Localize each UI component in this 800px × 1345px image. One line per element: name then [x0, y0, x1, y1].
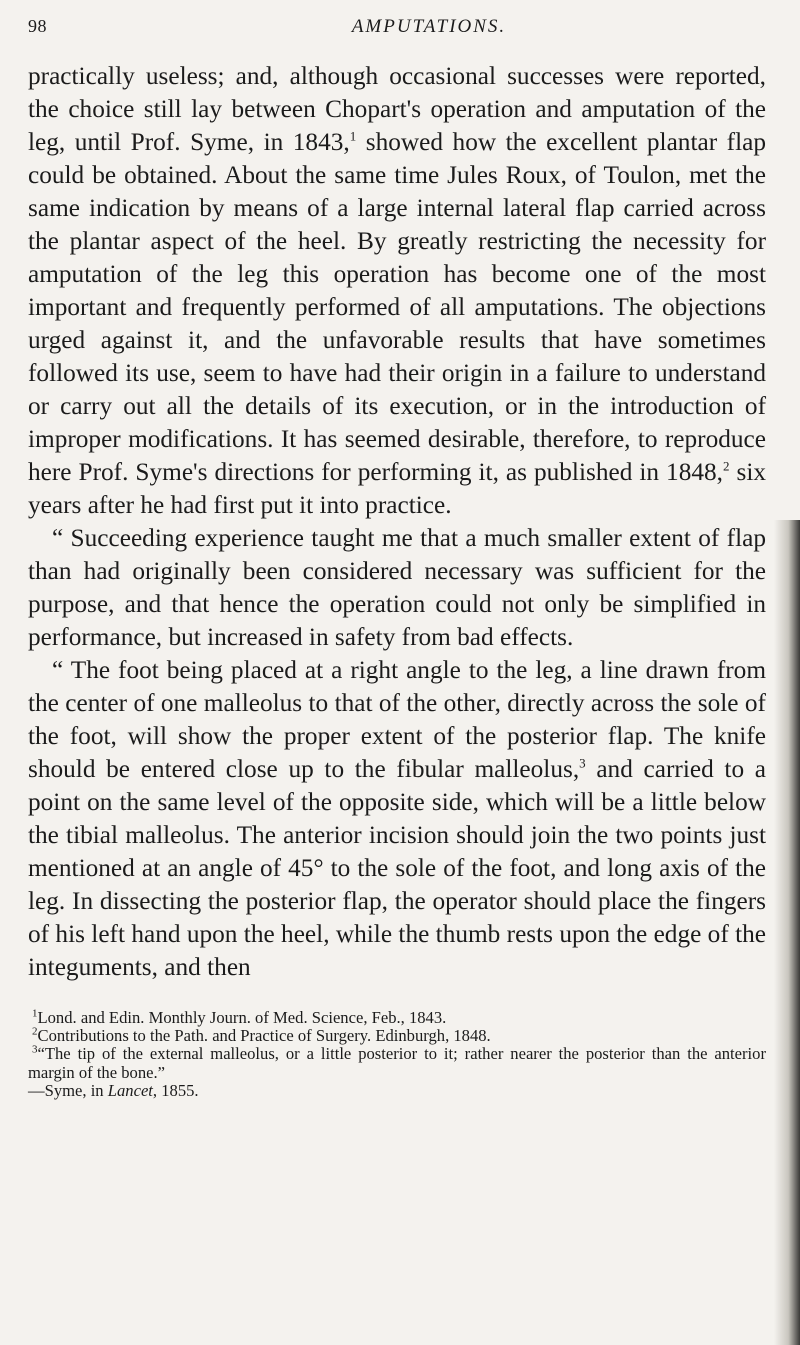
paragraph [28, 60, 766, 522]
paragraph-text: “ The foot being placed at a right angle to the leg, a line drawn from the center of one malleolus to that of the other, directly across the sole of the foot, will show the proper extent of the posterior flap. The knife should be entered close up to the fibular malleolus, [28, 656, 766, 783]
footnote-journal-title: Lancet [107, 1080, 153, 1100]
footnote-number: 1 [32, 1007, 38, 1020]
footnote-number: 3 [32, 1043, 38, 1056]
paragraph-text: showed how the excellent plantar flap could be obtained. About the same time Jules Roux, of Toulon, met the same indication by means of a large internal lateral flap carried across the plantar aspect of the heel. By greatly restricting the necessity for amputation of the leg this operation has become one of the most important and frequently performed of all amputations. The objections urged against it, and the unfavorable results that have sometimes followed its use, seem to have had their origin in a failure to understand or carry out all the details of its execution, or in the introduction of improper modifications. It has seemed desirable, therefore, to reproduce here Prof. Syme's directions for performing it, as published in 1848, [28, 128, 766, 486]
footnote-text: Contributions to the Path. and Practice of Surgery. Edinburgh, 1848. [37, 1026, 491, 1046]
paragraph-text: six years after he had first put it into practice. [28, 458, 766, 519]
footnote-text: , 1855. [152, 1080, 199, 1100]
paragraph-text: and carried to a point on the same level of the opposite side, which will be a little below the tibial malleolus. The anterior incision should join the two points just mentioned at an angle of 45° to the sole of the foot, and long axis of the leg. In dissecting the posterior flap, the operator should place the fingers of his left hand upon the heel, while the thumb rests upon the edge of the integuments, and then [28, 755, 766, 981]
paragraph-text: “ Succeeding experience taught me that a much smaller extent of flap than had originally been considered necessary was sufficient for the purpose, and that hence the operation could not only be simplified in performance, but increased in safety from bad effects. [28, 524, 766, 651]
page-number: 98 [28, 16, 47, 36]
footnote-text: Lond. and Edin. Monthly Journ. of Med. Science, Feb., 1843. [37, 1008, 447, 1027]
footnote-text: “The tip of the external malleolus, or a little posterior to it; rather nearer the posterior than the anterior margin of the bone.” [28, 1044, 766, 1082]
body-text [28, 60, 766, 984]
footnote-number: 2 [32, 1025, 38, 1038]
paragraph [28, 522, 766, 654]
footnote [28, 1082, 766, 1100]
footnote [28, 1045, 766, 1081]
paragraph [28, 654, 766, 984]
footnote-marker: 3 [579, 755, 586, 771]
paragraph-text: practically useless; and, although occasional successes were reported, the choice still lay between Chopart's operation and amputation of the leg, until Prof. Syme, in 1843, [28, 62, 766, 156]
footnote-marker: 2 [722, 458, 730, 474]
running-head: AMPUTATIONS. [351, 16, 507, 37]
page-header [28, 16, 800, 46]
footnote-text: —Syme, in [28, 1080, 108, 1100]
page-edge-shadow [774, 520, 800, 1345]
footnotes [28, 1009, 766, 1100]
footnote-marker: 1 [349, 128, 357, 144]
footnote [28, 1027, 766, 1045]
footnote [28, 1009, 766, 1027]
